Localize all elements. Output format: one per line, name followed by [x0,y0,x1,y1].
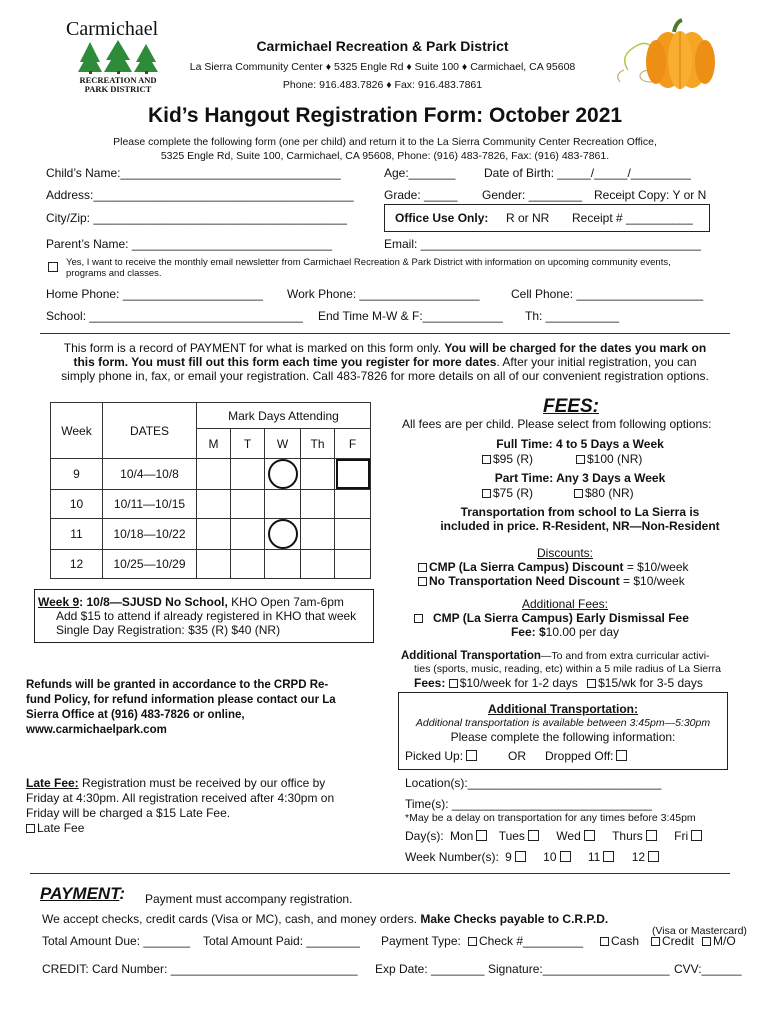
part-time-label: Part Time: Any 3 Days a Week [494,471,666,485]
day-cell-m[interactable] [197,550,231,579]
office-receipt-field: Receipt # __________ [572,211,693,225]
day-fri-option[interactable]: Fri [674,829,702,843]
day-cell-th[interactable] [301,519,335,550]
credit-option[interactable]: Credit [651,934,694,948]
intro-line-1: Please complete the following form (one per child) and return it to the La Sierra Community Center Recreation Office, [113,136,657,148]
attendance-table [50,402,371,579]
org-phone: Phone: 916.483.7826 ♦ Fax: 916.483.7861 [282,79,483,91]
day-cell-f[interactable] [335,519,371,550]
checkbox-icon [482,455,491,464]
payment-divider [30,873,730,874]
checkbox-icon [418,577,427,586]
day-thurs-option[interactable]: Thurs [612,829,657,843]
day-cell-t[interactable] [231,490,265,519]
full-time-label: Full Time: 4 to 5 Days a Week [496,437,664,451]
grade-field[interactable]: Grade: _____ [384,188,458,202]
week-number: 9 [51,459,103,490]
org-name: Carmichael Recreation & Park District [256,38,509,54]
checkbox-icon [603,851,614,862]
early-dismissal-option[interactable]: CMP (La Sierra Campus) Early Dismissal Fee [414,611,689,625]
day-cell-th[interactable] [301,490,335,519]
day-cell-w[interactable] [265,459,301,490]
checkbox-icon [476,830,487,841]
day-cell-t[interactable] [231,459,265,490]
day-cell-m[interactable] [197,519,231,550]
additional-transport-title: Additional Transportation: [488,702,638,716]
check-option[interactable]: Check #_________ [468,934,583,948]
transport-included-2: included in price. R-Resident, NR—Non-Resident [440,519,720,533]
dropped-off-option[interactable]: Dropped Off: [545,749,627,763]
day-cell-m[interactable] [197,490,231,519]
day-header-m: M [197,429,231,459]
child-name-field[interactable]: Child’s Name:_________________________________ [46,166,341,180]
signature-field[interactable]: Signature:___________________ [488,962,670,976]
additional-transport-desc-2: ties (sports, music, reading, etc) within a 5 mile radius of La Sierra [414,663,721,675]
full-time-nr-option[interactable]: $100 (NR) [576,452,642,466]
checkbox-icon [574,489,583,498]
exp-date-field[interactable]: Exp Date: ________ [375,962,485,976]
option-3-5-days-checkbox[interactable] [587,679,596,688]
table-row [51,459,371,490]
dob-field[interactable]: Date of Birth: _____/_____/_________ [484,166,691,180]
checkbox-icon [515,851,526,862]
day-cell-w[interactable] [265,550,301,579]
cash-option[interactable]: Cash [600,934,639,948]
week-12-option[interactable]: 12 [632,850,659,864]
transport-please: Please complete the following information: [450,730,676,744]
or-label: OR [508,749,526,763]
total-due-field[interactable]: Total Amount Due: _______ [42,934,191,948]
week-dates: 10/11—10/15 [103,490,197,519]
week9-note-3: Single Day Registration: $35 (R) $40 (NR) [56,623,281,637]
intro-line-2: 5325 Engle Rd, Suite 100, Carmichael, CA 95608, Phone: (916) 483-7826, Fax: (916) 483-7861. [160,150,610,162]
picked-up-option[interactable]: Picked Up: [405,749,477,763]
newsletter-text-2: programs and classes. [66,268,162,279]
card-number-field[interactable]: CREDIT: Card Number: ____________________________ [42,962,358,976]
checkbox-icon [648,851,659,862]
day-header-w: W [265,429,301,459]
checkbox-icon [651,937,660,946]
part-time-nr-option[interactable]: $80 (NR) [574,486,634,500]
week-9-option[interactable]: 9 [505,850,526,864]
day-header-th: Th [301,429,335,459]
week-11-option[interactable]: 11 [588,850,614,864]
additional-transport-desc-1: Additional Transportation—To and from extra curricular activi- [401,650,710,662]
payment-type-label: Payment Type: [381,934,461,948]
day-cell-t[interactable] [231,550,265,579]
newsletter-text-1: Yes, I want to receive the monthly email newsletter from Carmichael Recreation & Park District with information on upcoming community events, [66,257,671,268]
org-address: La Sierra Community Center ♦ 5325 Engle Rd ♦ Suite 100 ♦ Carmichael, CA 95608 [189,61,576,73]
week9-note-2: Add $15 to attend if already registered in KHO that week [56,609,357,623]
thursday-end-field[interactable]: Th: ___________ [525,309,620,323]
fees-title: FEES: [543,396,599,417]
location-field[interactable]: Location(s):_____________________________ [405,776,662,790]
weeks-row: Week Number(s): 9 10 11 12 [405,850,659,864]
day-cell-w[interactable] [265,490,301,519]
checkbox-icon [560,851,571,862]
day-cell-m[interactable] [197,459,231,490]
part-time-r-option[interactable]: $75 (R) [482,486,533,500]
table-row [51,490,371,519]
record-notice-2: this form. You must fill out this form each time you register for more dates. After your initial registration, you can [73,355,697,369]
logo-name: Carmichael [66,18,159,40]
late-fee-section: Late Fee: Registration must be received by our office by Friday at 4:30pm. All registration received after 4:30pm on Friday will be charged a $15 Late Fee. Late Fee [26,776,335,835]
school-field[interactable]: School: ________________________________ [46,309,303,323]
transport-included-1: Transportation from school to La Sierra is [460,505,700,519]
checkbox-icon [414,614,423,623]
week-number: 11 [51,519,103,550]
early-dismissal-fee: Fee: $10.00 per day [510,625,620,639]
newsletter-checkbox[interactable] [48,262,58,272]
record-notice-1: This form is a record of PAYMENT for what is marked on this form only. You will be charged for the dates you mark on [63,341,707,355]
checkbox-icon [691,830,702,841]
checkbox-icon [600,937,609,946]
record-notice-3: simply phone in, fax, or email your registration. Call 483-7826 for more details on all of our convenient registration options. [61,369,709,383]
table-row [51,519,371,550]
week-dates: 10/4—10/8 [103,459,197,490]
discount-cmp-option[interactable]: CMP (La Sierra Campus) Discount = $10/week [418,560,689,574]
logo-subtitle: RECREATION AND PARK DISTRICT [79,75,157,94]
week-dates: 10/25—10/29 [103,550,197,579]
cityzip-field[interactable]: City/Zip: ______________________________________ [46,211,347,225]
checkbox-icon [466,750,477,761]
divider [40,333,730,334]
day-cell-th[interactable] [301,459,335,490]
day-cell-th[interactable] [301,550,335,579]
circle-mark [268,459,298,489]
day-cell-f[interactable] [335,459,371,490]
week-number: 10 [51,490,103,519]
mark-days-header: Mark Days Attending [197,403,371,429]
day-cell-f[interactable] [335,550,371,579]
week-dates: 10/18—10/22 [103,519,197,550]
receipt-copy-field[interactable]: Receipt Copy: Y or N [594,188,707,202]
option-1-2-days-checkbox[interactable] [449,679,458,688]
day-wed-option[interactable]: Wed [556,829,594,843]
checkbox-icon [646,830,657,841]
days-row: Day(s): Mon Tues Wed Thurs Fri [405,829,702,843]
late-fee-checkbox[interactable] [26,824,35,833]
additional-transport-fees: Fees: $10/week for 1-2 days $15/wk for 3-5 days [414,676,703,690]
gender-field[interactable]: Gender: ________ [482,188,583,202]
day-cell-t[interactable] [231,519,265,550]
week-header: Week [51,403,103,459]
checkbox-icon [468,937,477,946]
parent-name-field[interactable]: Parent’s Name: ______________________________ [46,237,333,251]
checkbox-icon [482,489,491,498]
delay-note: *May be a delay on transportation for any times before 3:45pm [405,812,696,824]
total-paid-field[interactable]: Total Amount Paid: ________ [203,934,360,948]
checkbox-icon [528,830,539,841]
times-field[interactable]: Time(s): ______________________________ [405,797,653,811]
payment-must: Payment must accompany registration. [145,892,353,906]
cvv-field[interactable]: CVV:______ [674,962,742,976]
day-mon-option[interactable]: Mon [450,829,487,843]
day-tues-option[interactable]: Tues [499,829,539,843]
money-order-option[interactable]: M/O [702,934,736,948]
additional-fees-title: Additional Fees: [521,597,609,611]
day-header-t: T [231,429,265,459]
checkbox-icon [702,937,711,946]
checkbox-icon [616,750,627,761]
day-cell-w[interactable] [265,519,301,550]
circle-mark [268,519,298,549]
checkbox-icon [584,830,595,841]
end-time-field[interactable]: End Time M-W & F:____________ [318,309,503,323]
pine-trees-icon [76,40,160,74]
payment-accept: We accept checks, credit cards (Visa or MC), cash, and money orders. Make Checks payable to C.R.P.D. [42,912,609,926]
fees-intro: All fees are per child. Please select from following options: [402,417,712,431]
discounts-title: Discounts: [536,546,594,560]
dates-header: DATES [103,403,197,459]
discount-no-transport-option[interactable]: No Transportation Need Discount = $10/week [418,574,685,588]
transport-note: Additional transportation is available between 3:45pm—5:30pm [415,717,711,729]
address-field[interactable]: Address:_______________________________________ [46,188,354,202]
office-resident-status: R or NR [506,211,550,225]
cell-phone-field[interactable]: Cell Phone: ___________________ [511,287,704,301]
form-title: Kid’s Hangout Registration Form: October 2021 [147,104,623,127]
week-number: 12 [51,550,103,579]
day-cell-f[interactable] [335,490,371,519]
full-time-r-option[interactable]: $95 (R) [482,452,533,466]
week-10-option[interactable]: 10 [543,850,570,864]
home-phone-field[interactable]: Home Phone: _____________________ [46,287,263,301]
checkbox-icon [418,563,427,572]
payment-title: PAYMENT: [40,884,126,903]
email-field[interactable]: Email: __________________________________________ [384,237,701,251]
refund-policy: Refunds will be granted in accordance to the CRPD Re- fund Policy, for refund information please contact our La Sierra Office at (916) 483-7826 or online, www.carmichaelpark.com [26,679,336,736]
week9-note-1: Week 9: 10/8—SJUSD No School, KHO Open 7am-6pm [38,595,344,609]
square-mark [336,459,370,489]
day-header-f: F [335,429,371,459]
office-use-label: Office Use Only: [395,211,489,225]
age-field[interactable]: Age:_______ [384,166,456,180]
checkbox-icon [576,455,585,464]
table-row [51,550,371,579]
work-phone-field[interactable]: Work Phone: __________________ [287,287,480,301]
visa-mastercard-note: (Visa or Mastercard) [652,925,747,937]
pumpkin-icon [610,10,730,100]
